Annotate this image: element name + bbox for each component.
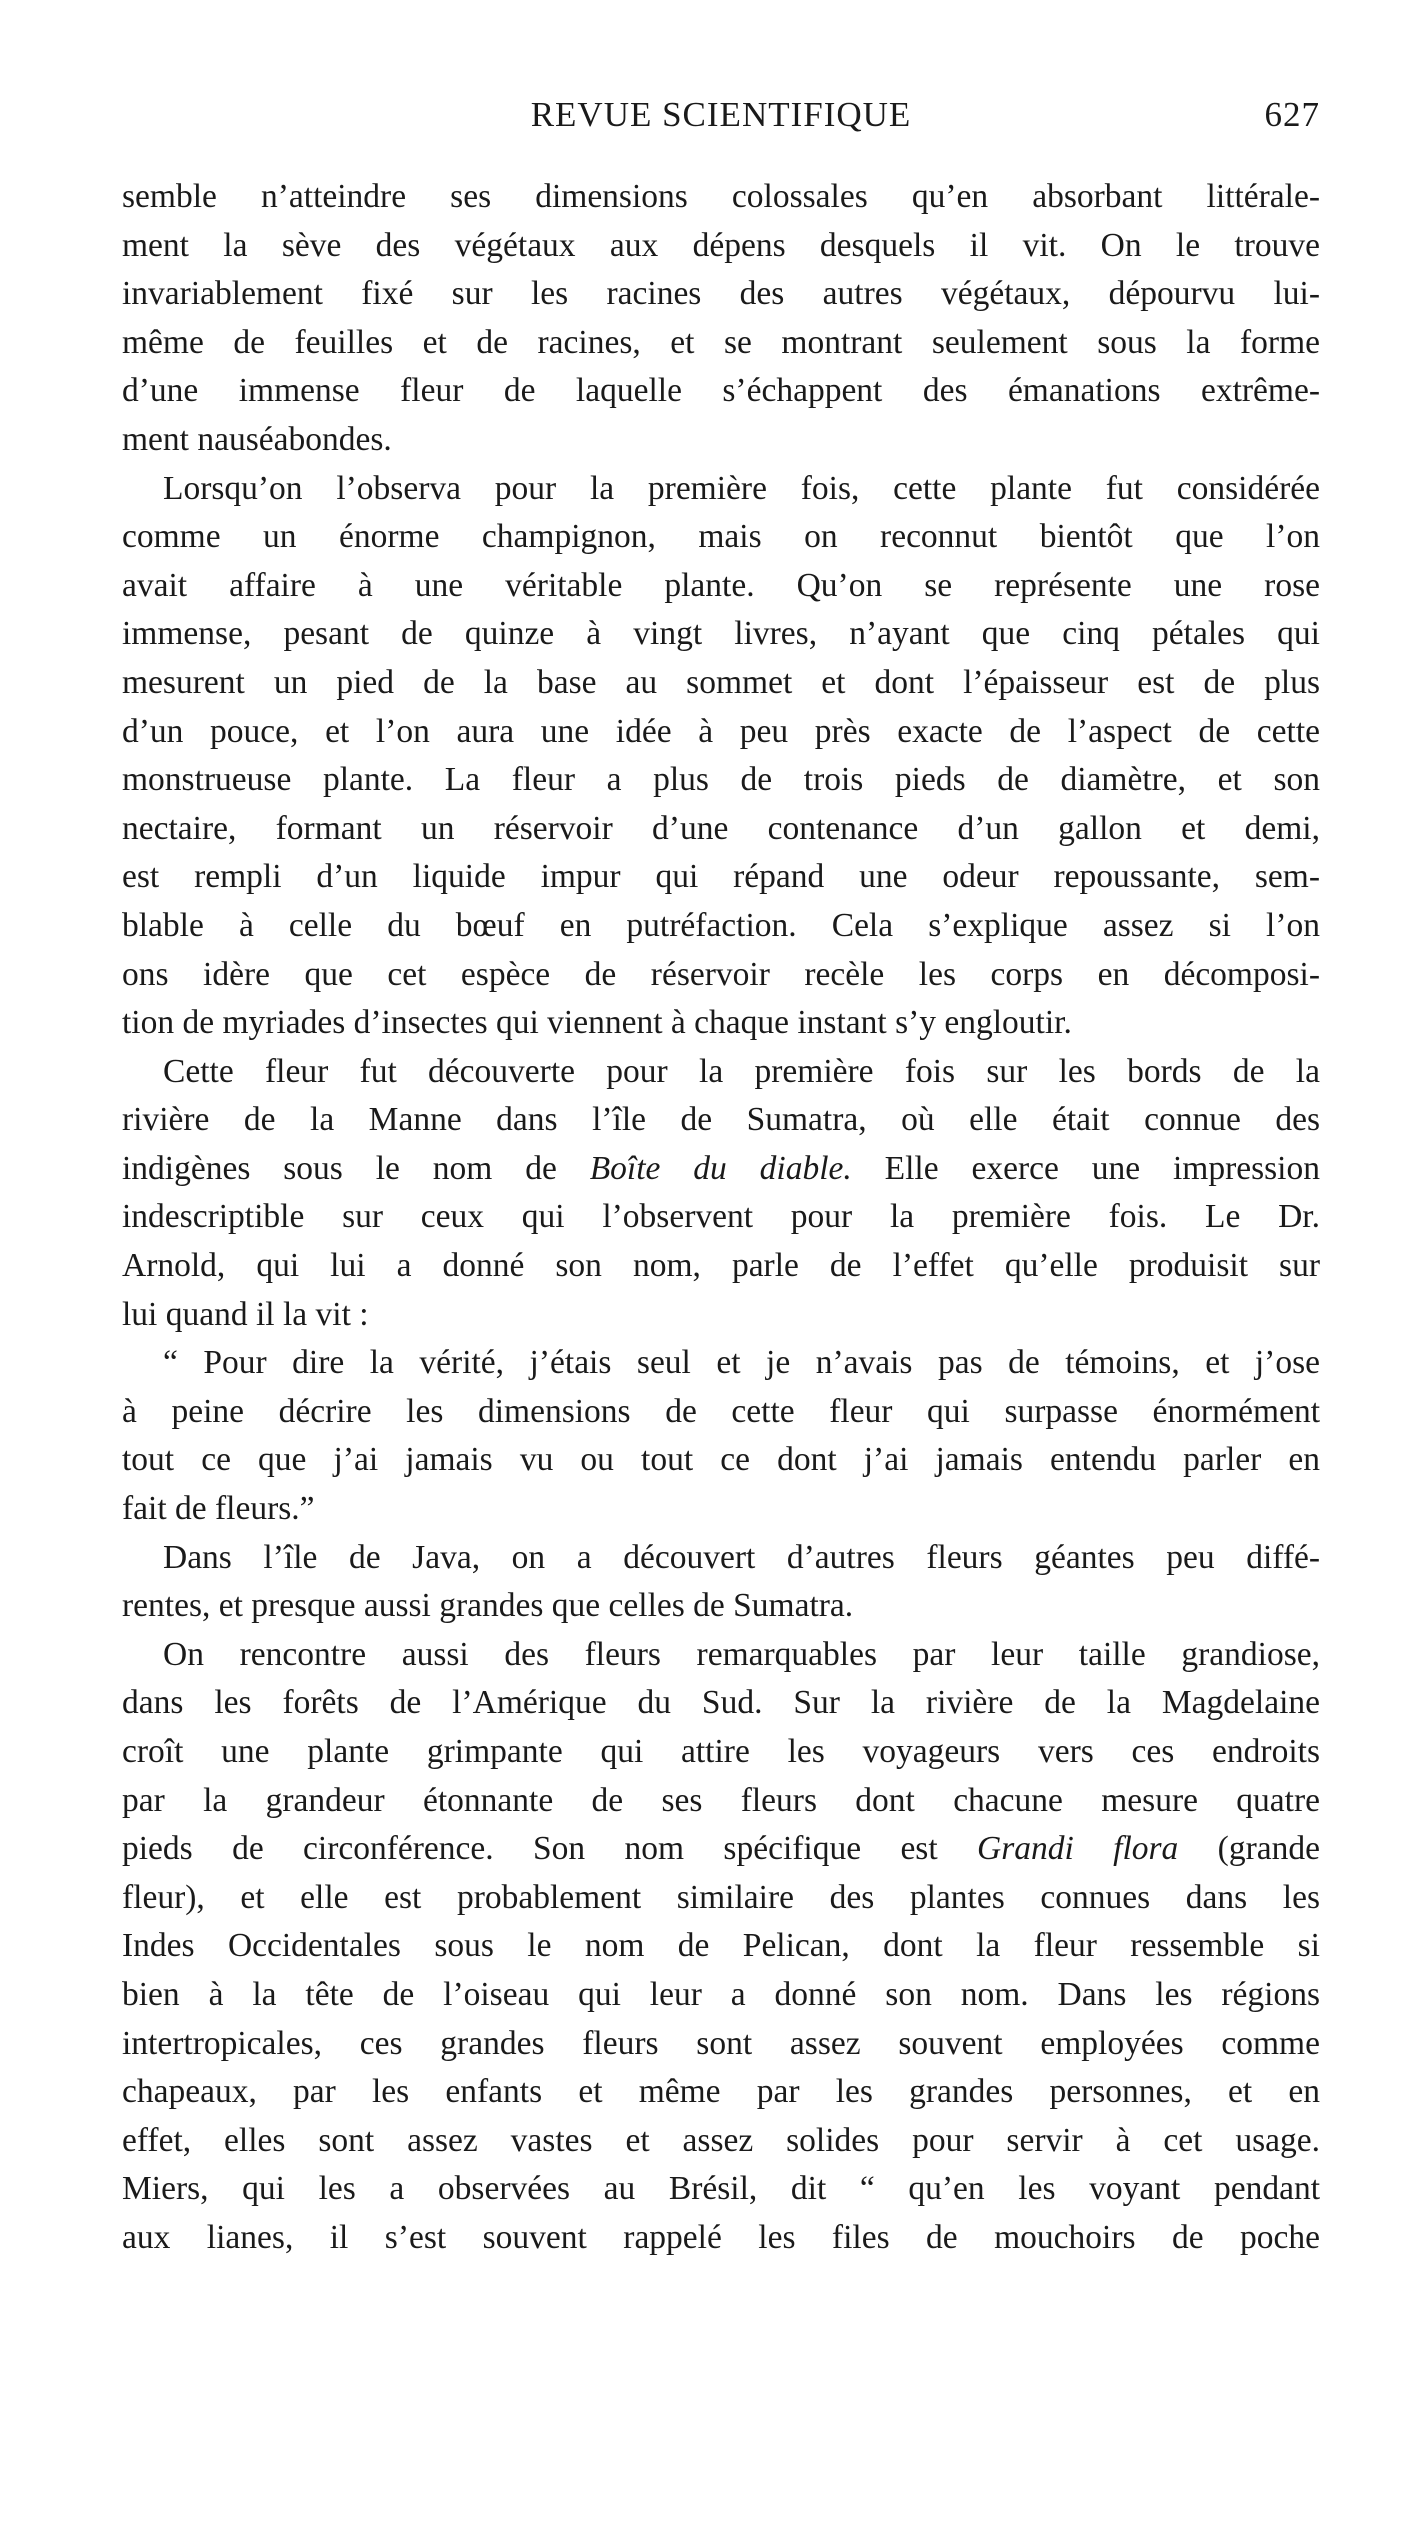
text-line: aux lianes, il s’est souvent rappelé les files de mouchoirs de poche — [122, 2218, 1320, 2256]
text-line: indescriptible sur ceux qui l’observent pour la première fois. Le Dr. — [122, 1198, 1320, 1236]
text-line: Cette fleur fut découverte pour la première fois sur les bords de la — [163, 1052, 1320, 1090]
text-line: avait affaire à une véritable plante. Qu’on se représente une rose — [122, 566, 1320, 604]
text-line: d’une immense fleur de laquelle s’échappent des émanations extrême- — [122, 372, 1320, 410]
text-line: bien à la tête de l’oiseau qui leur a donné son nom. Dans les régions — [122, 1975, 1320, 2013]
text-line: Arnold, qui lui a donné son nom, parle de l’effet qu’elle produisit sur — [122, 1247, 1320, 1285]
paragraph-1 — [122, 173, 1320, 465]
text-line: fait de fleurs.” — [122, 1490, 315, 1528]
text-line: tion de myriades d’insectes qui viennent à chaque instant s’y engloutir. — [122, 1004, 1072, 1042]
book-page — [122, 95, 1320, 2263]
text-line: effet, elles sont assez vastes et assez solides pour servir à cet usage. — [122, 2121, 1320, 2159]
text-line: même de feuilles et de racines, et se montrant seulement sous la forme — [122, 323, 1320, 361]
text-line: nectaire, formant un réservoir d’une contenance d’un gallon et demi, — [122, 809, 1320, 847]
text-line: intertropicales, ces grandes fleurs sont assez souvent employées comme — [122, 2024, 1320, 2062]
text-line — [122, 1145, 1320, 1194]
text-line: lui quand il la vit : — [122, 1295, 369, 1333]
emphasized-text: Boîte du diable. — [589, 1149, 852, 1187]
text-line: rentes, et presque aussi grandes que celles de Sumatra. — [122, 1587, 854, 1625]
text-line: dans les forêts de l’Amérique du Sud. Sur la rivière de la Magdelaine — [122, 1684, 1320, 1722]
text-line: invariablement fixé sur les racines des autres végétaux, dépourvu lui- — [122, 275, 1320, 313]
text-fragment: pieds de circonférence. Son nom spécifique est — [122, 1830, 978, 1868]
text-line: monstrueuse plante. La fleur a plus de trois pieds de diamètre, et son — [122, 761, 1320, 799]
text-line: Indes Occidentales sous le nom de Pelican, dont la fleur ressemble si — [122, 1927, 1320, 1965]
journal-title: REVUE SCIENTIFIQUE — [530, 95, 912, 134]
running-head — [122, 95, 1320, 147]
text-line: Lorsqu’on l’observa pour la première fois, cette plante fut considérée — [163, 469, 1320, 507]
paragraph-4-quote — [122, 1339, 1320, 1533]
text-line: Dans l’île de Java, on a découvert d’autres fleurs géantes peu diffé- — [163, 1538, 1320, 1576]
text-line — [122, 1825, 1320, 1874]
text-line: ment nauséabondes. — [122, 420, 392, 458]
text-fragment: indigènes sous le nom de — [122, 1149, 590, 1187]
paragraph-6 — [122, 1631, 1320, 2263]
text-line: est rempli d’un liquide impur qui répand une odeur repoussante, sem- — [122, 858, 1320, 896]
page-number: 627 — [1264, 95, 1320, 134]
text-line: On rencontre aussi des fleurs remarquables par leur taille grandiose, — [163, 1635, 1320, 1673]
text-fragment: (grande — [1178, 1830, 1320, 1868]
emphasized-text: Grandi flora — [977, 1830, 1179, 1868]
text-line: comme un énorme champignon, mais on reconnut bientôt que l’on — [122, 518, 1320, 556]
paragraph-3 — [122, 1048, 1320, 1340]
text-line: “ Pour dire la vérité, j’étais seul et je n’avais pas de témoins, et j’ose — [163, 1344, 1320, 1382]
text-line: blable à celle du bœuf en putréfaction. Cela s’explique assez si l’on — [122, 906, 1320, 944]
paragraph-2 — [122, 465, 1320, 1048]
text-line: mesurent un pied de la base au sommet et dont l’épaisseur est de plus — [122, 663, 1320, 701]
text-line: tout ce que j’ai jamais vu ou tout ce dont j’ai jamais entendu parler en — [122, 1441, 1320, 1479]
text-line: à peine décrire les dimensions de cette fleur qui surpasse énormément — [122, 1392, 1320, 1430]
text-line: ment la sève des végétaux aux dépens desquels il vit. On le trouve — [122, 226, 1320, 264]
text-line: par la grandeur étonnante de ses fleurs dont chacune mesure quatre — [122, 1781, 1320, 1819]
paragraph-5 — [122, 1534, 1320, 1631]
text-line: chapeaux, par les enfants et même par les grandes personnes, et en — [122, 2073, 1320, 2111]
article-body — [122, 173, 1320, 2263]
text-line: rivière de la Manne dans l’île de Sumatra, où elle était connue des — [122, 1101, 1320, 1139]
text-line: Miers, qui les a observées au Brésil, dit “ qu’en les voyant pendant — [122, 2170, 1320, 2208]
text-line: d’un pouce, et l’on aura une idée à peu près exacte de l’aspect de cette — [122, 712, 1320, 750]
text-line: fleur), et elle est probablement similaire des plantes connues dans les — [122, 1878, 1320, 1916]
text-line: immense, pesant de quinze à vingt livres, n’ayant que cinq pétales qui — [122, 615, 1320, 653]
text-line: croît une plante grimpante qui attire les voyageurs vers ces endroits — [122, 1733, 1320, 1770]
text-fragment: Elle exerce une impression — [851, 1149, 1320, 1187]
text-line: ons idère que cet espèce de réservoir recèle les corps en décomposi- — [122, 955, 1320, 993]
text-line: semble n’atteindre ses dimensions colossales qu’en absorbant littérale- — [122, 178, 1320, 215]
